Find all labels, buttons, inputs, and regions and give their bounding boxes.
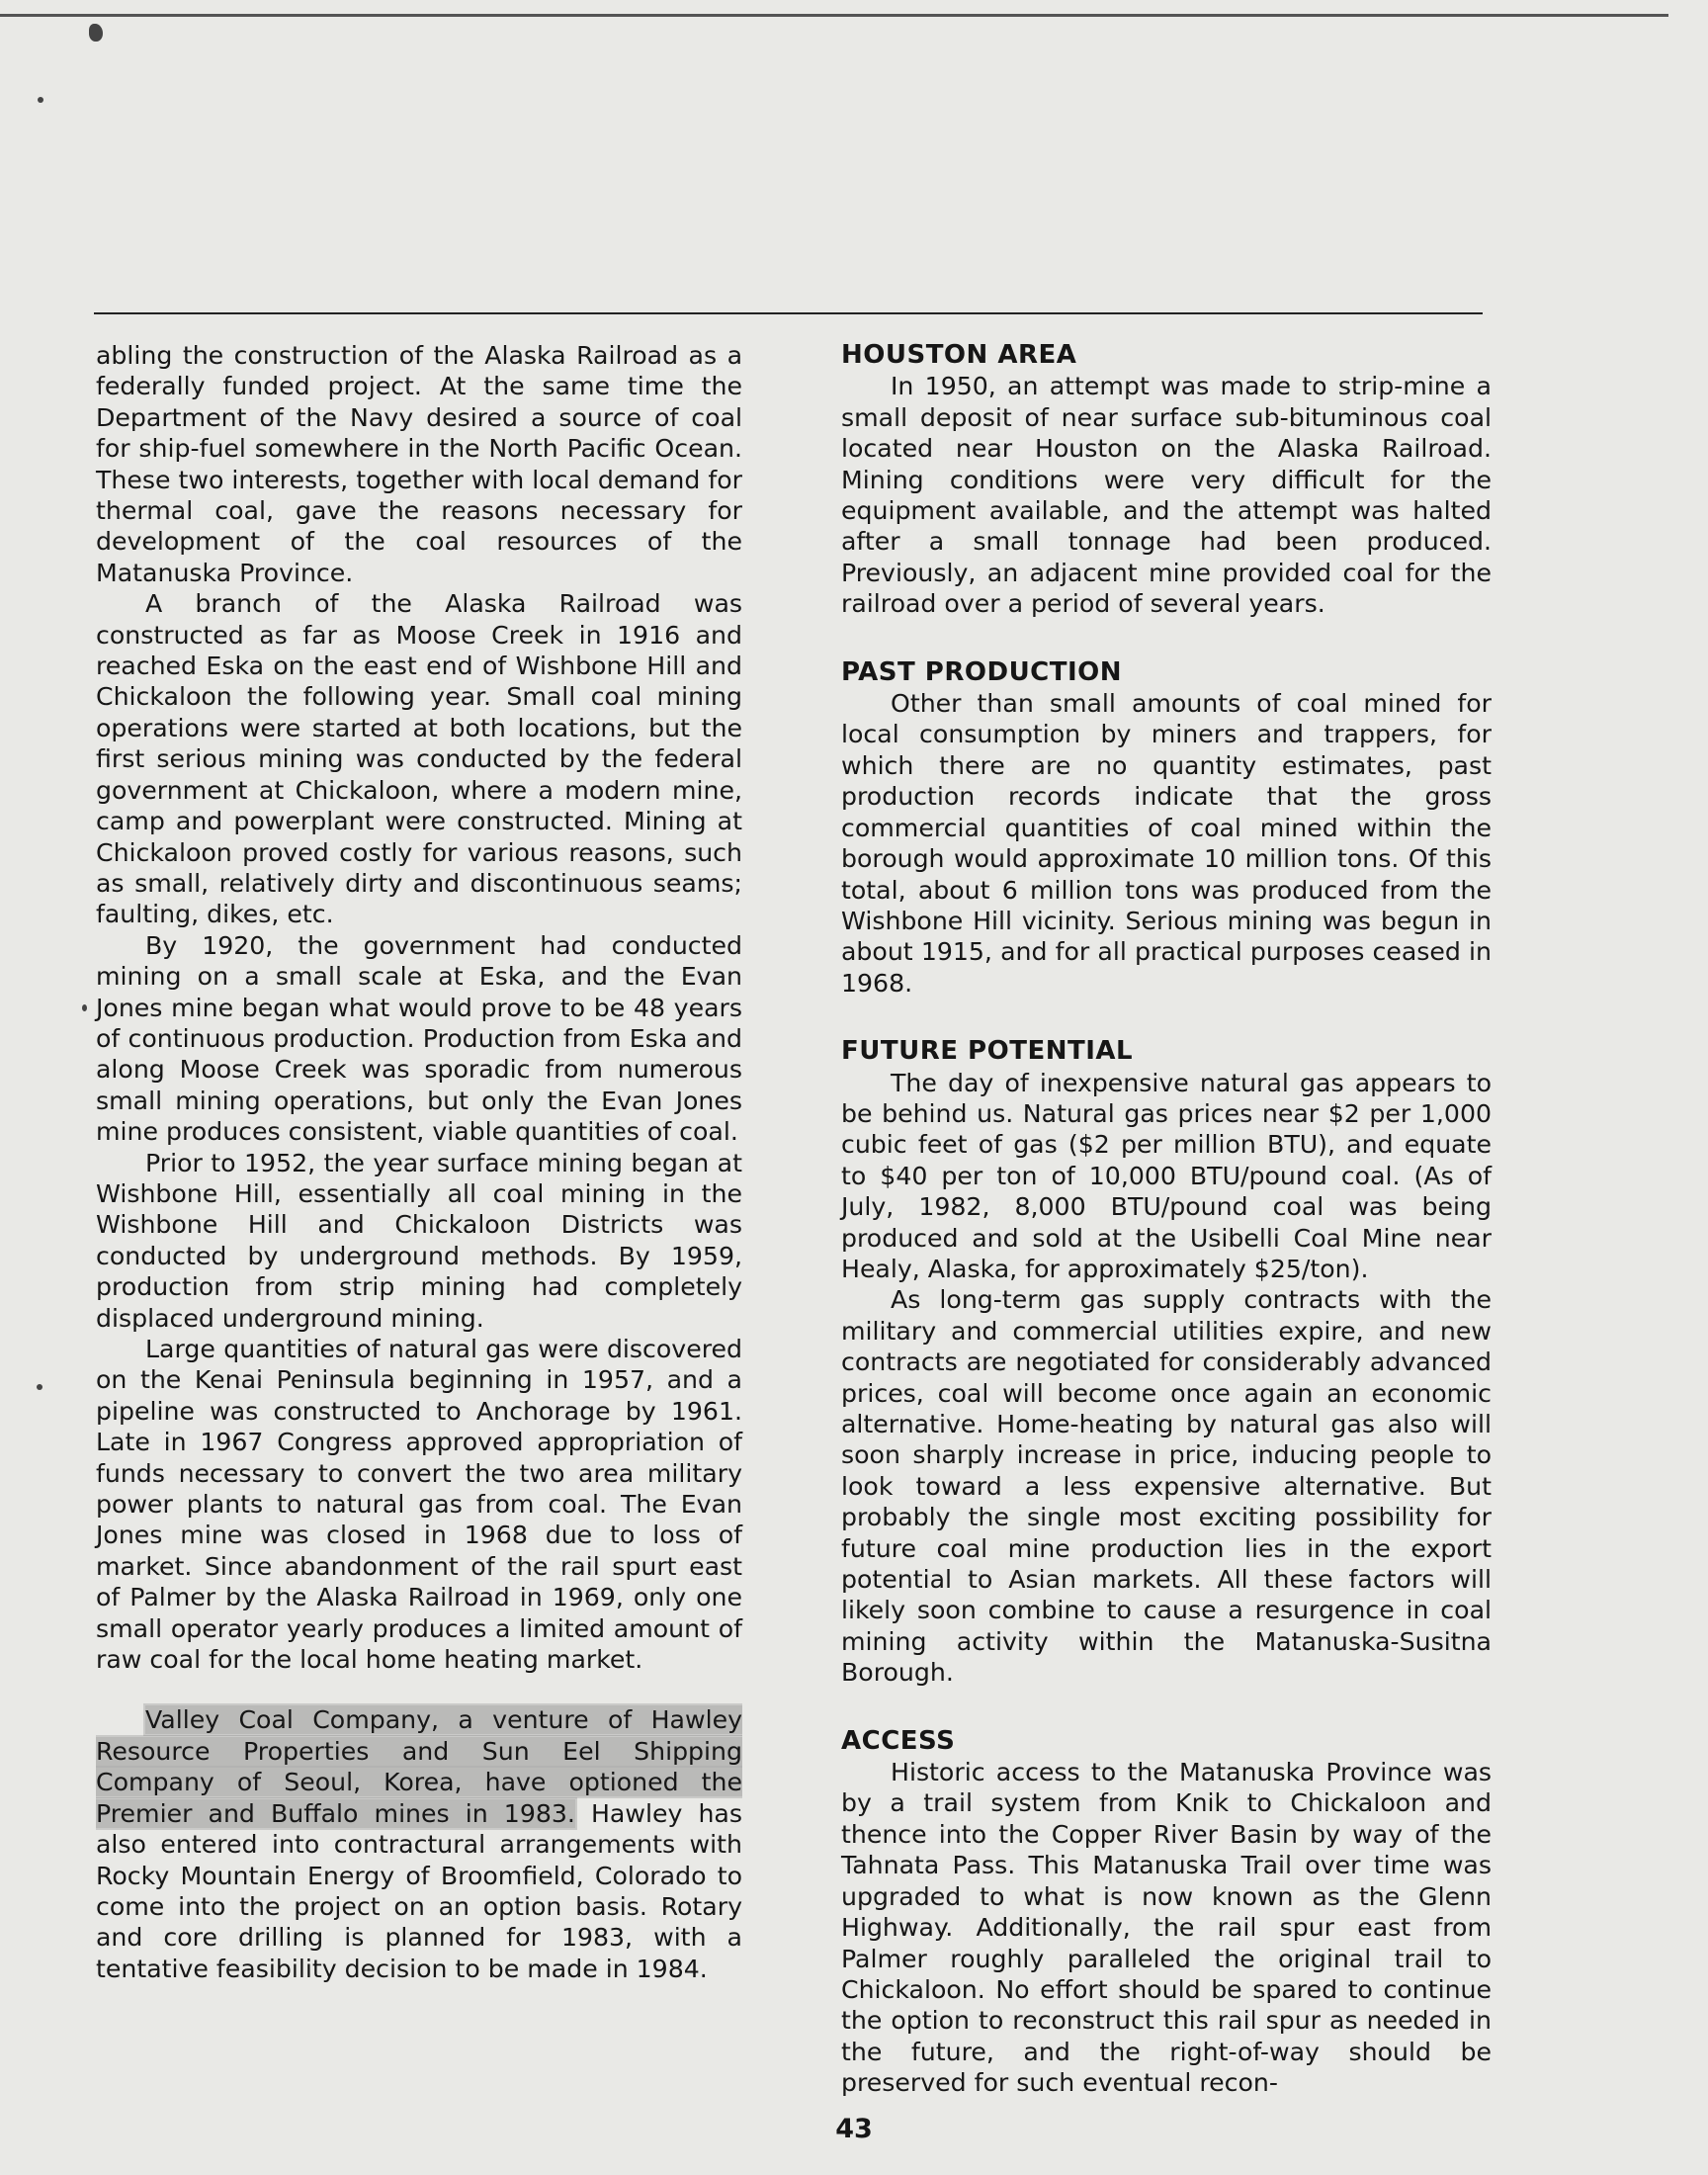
section-houston-area <box>841 340 1492 620</box>
page-number: 43 <box>835 2114 873 2144</box>
paragraph-text: Hawley has also entered into contractural arrangements with Rocky Mountain Energy of Broomfield, Colorado to come into the project on an option basis. Rotary and core drilling is planned for 1983, with a tentative feasibility decision to be made in 1984. <box>96 1798 742 1983</box>
section-future-potential <box>841 1036 1492 1689</box>
paragraph: The day of inexpensive natural gas appears to be behind us. Natural gas prices near $2 per 1,000 cubic feet of gas ($2 per million BTU), and equate to $40 per ton of 10,000 BTU/pound coal. (As of July, 1982, 8,000 BTU/pound coal was being produced and sold at the Usibelli Coal Mine near Healy, Alaska, for approximately $25/ton). <box>841 1068 1492 1283</box>
paragraph: Other than small amounts of coal mined for local consumption by miners and trappers, for which there are no quantity estimates, past production records indicate that the gross commercial quantities of coal mined within the borough would approximate 10 million tons. Of this total, about 6 million tons was produced from the Wishbone Hill vicinity. Serious mining was begun in about 1915, and for all practical purposes ceased in 1968. <box>841 689 1492 998</box>
right-column <box>841 340 1492 2136</box>
scan-speck <box>38 97 43 103</box>
section-heading: HOUSTON AREA <box>841 340 1077 370</box>
paragraph <box>96 1704 742 1984</box>
paragraph: Large quantities of natural gas were discovered on the Kenai Peninsula beginning in 1957, and a pipeline was constructed to Anchorage by 1961. Late in 1967 Congress approved appropriation of funds necessary to convert the two area military power plants to natural gas from coal. The Evan Jones mine was closed in 1968 due to loss of market. Since abandonment of the rail spurt east of Palmer by the Alaska Railroad in 1969, only one small operator yearly produces a limited amount of raw coal for the local home heating market. <box>96 1335 742 1675</box>
section-past-production <box>841 657 1492 999</box>
paragraph: By 1920, the government had conducted mining on a small scale at Eska, and the Evan Jones mine began what would prove to be 48 years of continuous production. Production from Eska and along Moose Creek was sporadic from numerous small mining operations, but only the Evan Jones mine produces consistent, viable quantities of coal. <box>96 930 742 1147</box>
section-heading: PAST PRODUCTION <box>841 656 1123 687</box>
section-access <box>841 1726 1492 2099</box>
paragraph: A branch of the Alaska Railroad was constructed as far as Moose Creek in 1916 and reached Eska on the east end of Wishbone Hill and Chickaloon the following year. Small coal mining operations were started at both locations, but the first serious mining was conducted by the federal government at Chickaloon, where a modern mine, camp and powerplant were constructed. Mining at Chickaloon proved costly for various reasons, such as small, relatively dirty and discontinuous seams; faulting, dikes, etc. <box>96 589 742 929</box>
paragraph: abling the construction of the Alaska Railroad as a federally funded project. At the same time the Department of the Navy desired a source of coal for ship-fuel somewhere in the North Pacific Ocean. These two interests, together with local demand for thermal coal, gave the reasons necessary for development of the coal resources of the Matanuska Province. <box>96 341 742 587</box>
paragraph: As long-term gas supply contracts with the military and commercial utilities expire, and new contracts are negotiated for considerably advanced prices, coal will become once again an economic alternative. Home-heating by natural gas also will soon sharply increase in price, inducing people to look toward a less expensive alternative. But probably the single most exciting possibility for future coal mine production lies in the export potential to Asian markets. All these factors will likely soon combine to cause a resurgence in coal mining activity within the Matanuska-Susitna Borough. <box>841 1285 1492 1688</box>
paragraph: In 1950, an attempt was made to strip-mine a small deposit of near surface sub-bituminous coal located near Houston on the Alaska Railroad. Mining conditions were very difficult for the equipment available, and the attempt was halted after a small tonnage had been produced. Previously, an adjacent mine provided coal for the railroad over a period of several years. <box>841 372 1492 619</box>
section-heading: ACCESS <box>841 1725 956 1756</box>
paragraph: Historic access to the Matanuska Province was by a trail system from Knik to Chickaloon and thence into the Copper River Basin by way of the Tahnata Pass. This Matanuska Trail over time was upgraded to what is now known as the Glenn Highway. Additionally, the rail spur east from Palmer roughly paralleled the original trail to Chickaloon. No effort should be spared to continue the option to reconstruct this rail spur as needed in the future, and the right-of-way should be preserved for such eventual recon- <box>841 1758 1492 2098</box>
scan-speck <box>89 24 103 42</box>
paragraph: Prior to 1952, the year surface mining began at Wishbone Hill, essentially all coal mining in the Wishbone Hill and Chickaloon Districts was conducted by underground methods. By 1959, production from strip mining had completely displaced underground mining. <box>96 1148 742 1333</box>
scan-speck <box>37 1384 43 1390</box>
highlighted-text: Valley Coal Company, a venture of Hawley Resource Properties and Sun Eel Shipping Company of Seoul, Korea, have optioned the Premier and Buffalo mines in 1983. <box>96 1705 742 1828</box>
section-heading: FUTURE POTENTIAL <box>841 1036 1134 1067</box>
left-column <box>96 340 742 1984</box>
scan-speck <box>82 1004 87 1011</box>
header-rule <box>94 312 1483 314</box>
paragraph-gap <box>96 1675 742 1704</box>
scan-top-edge-line <box>0 14 1668 17</box>
